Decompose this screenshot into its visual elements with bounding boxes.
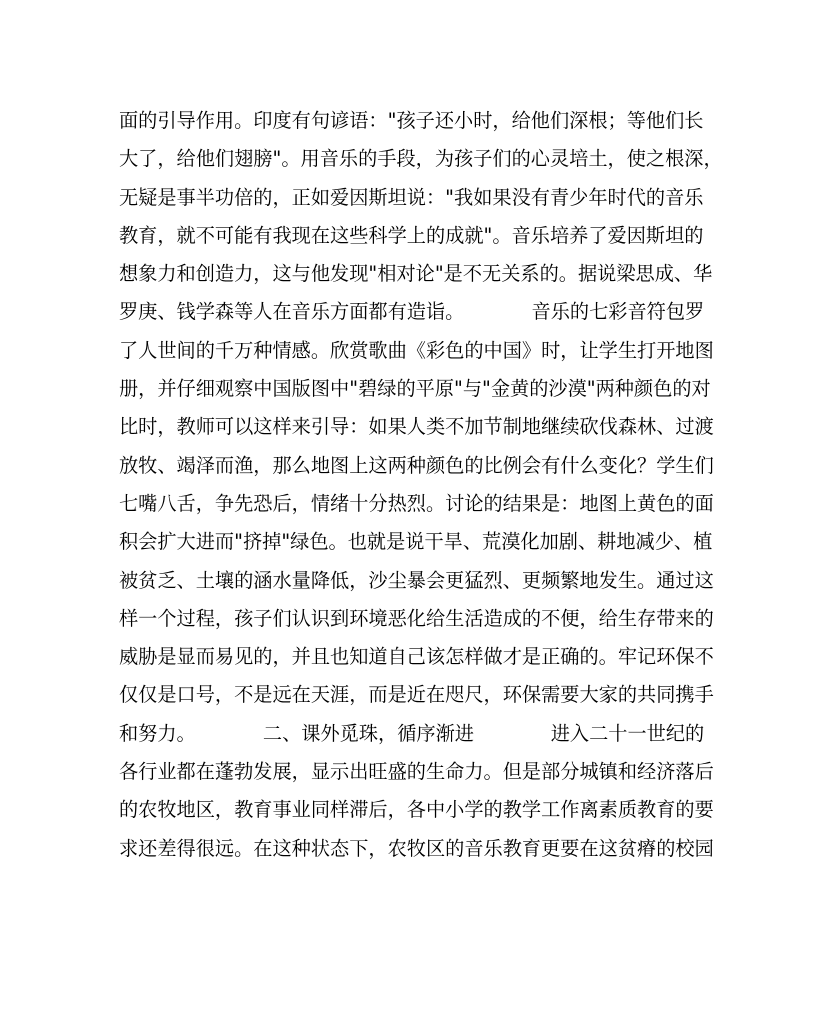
text-line: 积会扩大进而"挤掉"绿色。也就是说干旱、荒漠化加剧、耕地减少、植	[119, 530, 713, 554]
text-line: 罗庚、钱学森等人在音乐方面都有造诣。 音乐的七彩音符包罗	[119, 300, 705, 324]
text-line: 教育，就不可能有我现在这些科学上的成就"。音乐培养了爱因斯坦的	[119, 223, 704, 247]
text-line: 威胁是显而易见的，并且也知道自己该怎样做才是正确的。牢记环保不	[119, 645, 714, 669]
text-line: 放牧、竭泽而渔，那么地图上这两种颜色的比例会有什么变化？学生们	[119, 453, 714, 477]
text-line: 七嘴八舌，争先恐后，情绪十分热烈。讨论的结果是：地图上黄色的面	[119, 491, 714, 515]
text-line: 比时，教师可以这样来引导：如果人类不加节制地继续砍伐森林、过渡	[119, 415, 714, 439]
text-line: 被贫乏、土壤的涵水量降低，沙尘暴会更猛烈、更频繁地发生。通过这	[119, 568, 714, 592]
text-line: 仅仅是口号，不是远在天涯，而是近在咫尺，环保需要大家的共同携手	[119, 683, 714, 707]
text-line: 面的引导作用。印度有句谚语："孩子还小时，给他们深根；等他们长	[119, 109, 704, 132]
text-line: 了人世间的千万种情感。欣赏歌曲《彩色的中国》时，让学生打开地图	[119, 338, 714, 362]
text-line: 和努力。 二、课外觅珠，循序渐进 进入二十一世纪的	[119, 721, 705, 745]
body-text	[119, 102, 723, 868]
text-line: 各行业都在蓬勃发展，显示出旺盛的生命力。但是部分城镇和经济落后	[119, 760, 714, 784]
text-line: 想象力和创造力，这与他发现"相对论"是不无关系的。据说梁思成、华	[119, 262, 713, 286]
text-line: 册，并仔细观察中国版图中"碧绿的平原"与"金黄的沙漠"两种颜色的对	[119, 377, 711, 401]
text-line: 的农牧地区，教育事业同样滞后，各中小学的教学工作离素质教育的要	[119, 798, 714, 822]
text-line: 大了，给他们翅膀"。用音乐的手段，为孩子们的心灵培土，使之根深，	[119, 147, 723, 171]
text-line: 无疑是事半功倍的，正如爱因斯坦说："我如果没有青少年时代的音乐	[119, 185, 704, 209]
text-line: 求还差得很远。在这种状态下，农牧区的音乐教育更要在这贫瘠的校园	[119, 836, 714, 860]
text-line: 样一个过程，孩子们认识到环境恶化给生活造成的不便，给生存带来的	[119, 606, 714, 630]
